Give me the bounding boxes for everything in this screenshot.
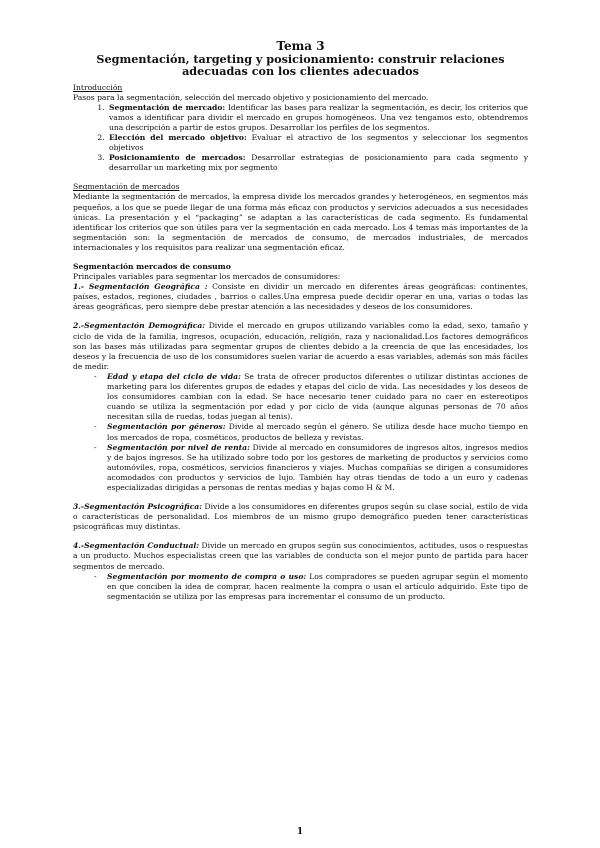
title-line-3: adecuadas con los clientes adecuados: [182, 64, 419, 78]
dash-bullet: -: [94, 371, 97, 381]
dash-bullet: -: [94, 571, 97, 581]
demo-label: 2.-Segmentación Demográfica:: [73, 321, 206, 331]
geo-label: 1.- Segmentación Geográfica :: [73, 282, 208, 292]
conduct-list: [73, 572, 528, 602]
intro-text: Pasos para la segmentación, selección del mercado objetivo y posicionamiento del mercado.: [73, 92, 429, 102]
conduct-paragraph: [73, 541, 528, 571]
demo-paragraph: [73, 321, 528, 371]
segmentacion-text: Mediante la segmentación de mercados, la empresa divide los mercados grandes y heterogéneos, en segmentos más pequeños, a los que se puede llegar de una forma más eficaz con productos y servicios adecuados a sus necesidades únicas. La presentación y el “packaging” se adaptan a las características de cada segmento. Es fundamental identificar los criterios que son útiles para ver la segmentación en cada mercado. Los 4 temas más importantes de la segmentación son: la segmentación de mercados de consumo, de mercados industriales, de mercados internacionales y los requisitos para realizar una segmentación eficaz.: [73, 192, 528, 252]
step-2: [107, 133, 528, 153]
conduct-text: Divide un mercado en grupos según sus conocimientos, actitudes, usos o respuestas a un producto. Muchos especialistas creen que las variables de conducta son el mejor punto de partida para hacer segmentos de mercado.: [73, 541, 528, 571]
step-1-text: Identificar las bases para realizar la segmentación, es decir, los criterios que vamos a identificar para dividir el mercado en grupos homogéneos. Una vez tengamos esto, obtendremos una descripción a partir de estos grupos. Desarrollar los perfiles de los segmentos.: [109, 102, 528, 132]
step-1-label: Segmentación de mercado:: [109, 102, 226, 112]
demo-text: Divide el mercado en grupos utilizando variables como la edad, sexo, tamaño y ciclo de vida de la familia, ingresos, ocupación, educación, religión, raza y nacionalidad.Los factores demográficos son las bases más utilizadas para segmentar grupos de clientes debido a la creencia de que las encesidades, los deseos y la frecuencia de uso de los consumidores suelen variar de acuerdo a esas variables, además son más fáciles de medir.: [73, 321, 528, 371]
geo-paragraph: [73, 282, 528, 312]
title-line-2: Segmentación, targeting y posicionamiento: construir relaciones: [96, 51, 505, 66]
demo-item-1: [94, 371, 529, 422]
step-2-text: Evaluar el atractivo de los segmentos y seleccionar los segmentos objetivos: [109, 132, 528, 153]
conduct-item-1-label: Segmentación por momento de compra o uso:: [107, 571, 307, 581]
document-title: [73, 40, 528, 78]
demo-item-1-text: Se trata de ofrecer productos diferentes o utilizar distintas acciones de marketing para los diferentes grupos de edades y etapas del ciclo de vida. Las necesidades y los deseos de los consumidores cambian con la edad. Se hace necesario tener cuidado para no caer en estereotipos cuando se utiliza la segmentación por edad y por ciclo de vida (aunque algunas personas de 70 años necesitan silla de ruedas, todas juegan al tenis).: [107, 371, 529, 422]
step-3-label: Posicionamiento de mercados:: [109, 153, 246, 163]
dash-bullet: -: [94, 422, 97, 432]
steps-list: [73, 103, 528, 174]
demo-item-2: [94, 422, 529, 442]
step-3-text: Desarrollar estrategias de posicionamiento para cada segmento y desarrollar un marketing mix por segmento: [109, 153, 528, 173]
demo-item-2-label: Segmentación por géneros:: [107, 422, 226, 432]
step-3: [107, 153, 528, 173]
demo-item-2-text: Divide al mercado según el género. Se utiliza desde hace mucho tiempo en los mercados de ropa, cosméticos, productos de belleza y revistas.: [107, 422, 529, 442]
conduct-label: 4.-Segmentación Conductual:: [73, 541, 200, 551]
intro-heading: Introducción: [73, 82, 123, 92]
demo-item-3-label: Segmentación por nivel de renta:: [107, 442, 250, 452]
demo-item-3-text: Divide al mercado en consumidores de ingresos altos, ingresos medios y de bajos ingresos. Se ha utilizado sobre todo por los gestores de marketing de productos y servicios como automóviles, ropa, cosméticos, servicios financieros y viajes. Muchas compañías se dirigen a consumidores acomodados con productos y servicios de lujo. También hay otras tiendas de todo a un euro y cadenas especializadas dirigidas a personas de rentas medias y bajas como H & M.: [107, 442, 529, 492]
document-page: [73, 40, 528, 602]
step-2-label: Elección del mercado objetivo:: [109, 132, 247, 142]
demo-list: [73, 372, 528, 493]
geo-text: Consiste en dividir un mercado en diferentes áreas geográficas: continentes, países, estados, regiones, ciudades , barrios o calles.Una empresa puede decidir operar en una, varias o todas las áreas geográficas, pero siempre debe prestar atención a las necesidades y deseos de los consumidores.: [73, 282, 528, 312]
conduct-item-1-text: Los compradores se pueden agrupar según el momento en que conciben la idea de comprar, hacen realmente la compra o usan el artículo adquirido. Este tipo de segmentación se utiliza por las empresas para incrementar el consumo de un producto.: [107, 571, 528, 601]
psico-text: Divide a los consumidores en diferentes grupos según su clase social, estilo de vida o características de personalidad. Los miembros de un mismo grupo demográfico pueden tener características psicográficas muy distintas.: [73, 502, 528, 532]
conduct-item-1: [94, 571, 528, 602]
demo-item-3: [94, 442, 529, 493]
psico-label: 3.-Segmentación Psicográfica:: [73, 502, 202, 512]
segmentacion-heading: Segmentación de mercados: [73, 182, 180, 192]
psico-paragraph: [73, 502, 528, 532]
title-line-1: Tema 3: [276, 39, 325, 53]
demo-item-1-label: Edad y etapa del ciclo de vida:: [107, 371, 241, 381]
page-number: 1: [296, 827, 304, 837]
consumo-intro: Principales variables para segmentar los mercados de consumidores:: [73, 272, 341, 282]
consumo-heading: Segmentación mercados de consumo: [73, 262, 231, 271]
step-1: [107, 103, 528, 133]
dash-bullet: -: [94, 442, 97, 452]
